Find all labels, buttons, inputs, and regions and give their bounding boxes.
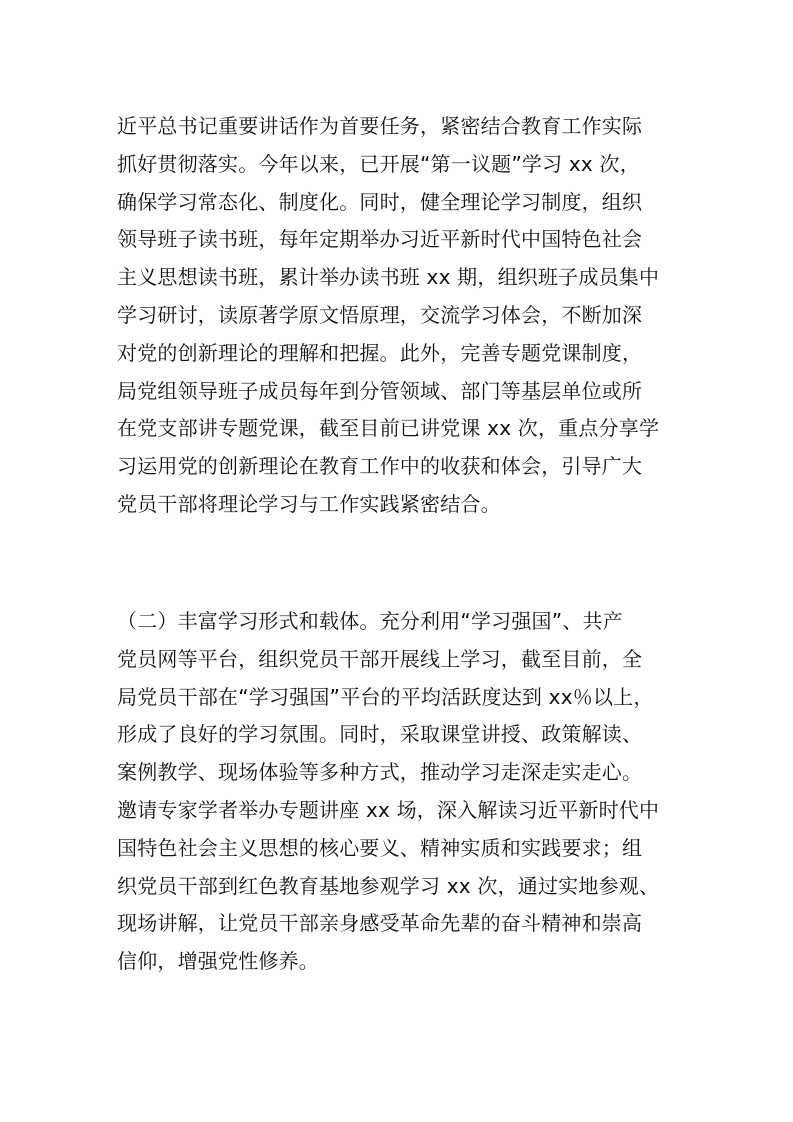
text-line: 局党员干部在“学习强国”平台的平均活跃度达到 xx％以上， bbox=[117, 684, 654, 709]
text-line: 邀请专家学者举办专题讲座 xx 场，深入解读习近平新时代中 bbox=[117, 797, 660, 822]
paragraph-learning-forms bbox=[117, 603, 697, 981]
text-line: 主义思想读书班，累计举办读书班 xx 期，组织班子成员集中 bbox=[117, 265, 660, 290]
section-heading-line: （二）丰富学习形式和载体。充分利用“学习强国”、共产 bbox=[117, 609, 623, 633]
text-line: 现场讲解，让党员干部亲身感受革命先辈的奋斗精神和崇高 bbox=[117, 911, 643, 936]
text-line: 党员干部将理论学习与工作实践紧密结合。 bbox=[117, 491, 501, 516]
text-line: 学习研讨，读原著学原文悟原理，交流学习体会，不断加深 bbox=[117, 302, 643, 327]
text-line: 确保学习常态化、制度化。同时，健全理论学习制度，组织 bbox=[117, 189, 643, 214]
paragraph-study-system bbox=[117, 108, 697, 524]
text-line: 领导班子读书班，每年定期举办习近平新时代中国特色社会 bbox=[117, 227, 643, 252]
text-line: 对党的创新理论的理解和把握。此外，完善专题党课制度， bbox=[117, 340, 643, 365]
text-line: 信仰，增强党性修养。 bbox=[117, 949, 319, 974]
text-line: 习运用党的创新理论在教育工作中的收获和体会，引导广大 bbox=[117, 454, 643, 479]
text-line: 党员网等平台，组织党员干部开展线上学习，截至目前，全 bbox=[117, 646, 643, 671]
text-line: 形成了良好的学习氛围。同时，采取课堂讲授、政策解读、 bbox=[117, 722, 643, 747]
text-line: 织党员干部到红色教育基地参观学习 xx 次，通过实地参观、 bbox=[117, 873, 660, 898]
text-line: 近平总书记重要讲话作为首要任务，紧密结合教育工作实际 bbox=[117, 114, 643, 138]
text-line: 局党组领导班子成员每年到分管领域、部门等基层单位或所 bbox=[117, 378, 643, 403]
text-line: 案例教学、现场体验等多种方式，推动学习走深走实走心。 bbox=[117, 760, 643, 785]
text-line: 在党支部讲专题党课，截至目前已讲党课 xx 次，重点分享学 bbox=[117, 416, 660, 441]
text-line: 国特色社会主义思想的核心要义、精神实质和实践要求；组 bbox=[117, 835, 643, 860]
text-line: 抓好贯彻落实。今年以来，已开展“第一议题”学习 xx 次， bbox=[117, 151, 640, 176]
